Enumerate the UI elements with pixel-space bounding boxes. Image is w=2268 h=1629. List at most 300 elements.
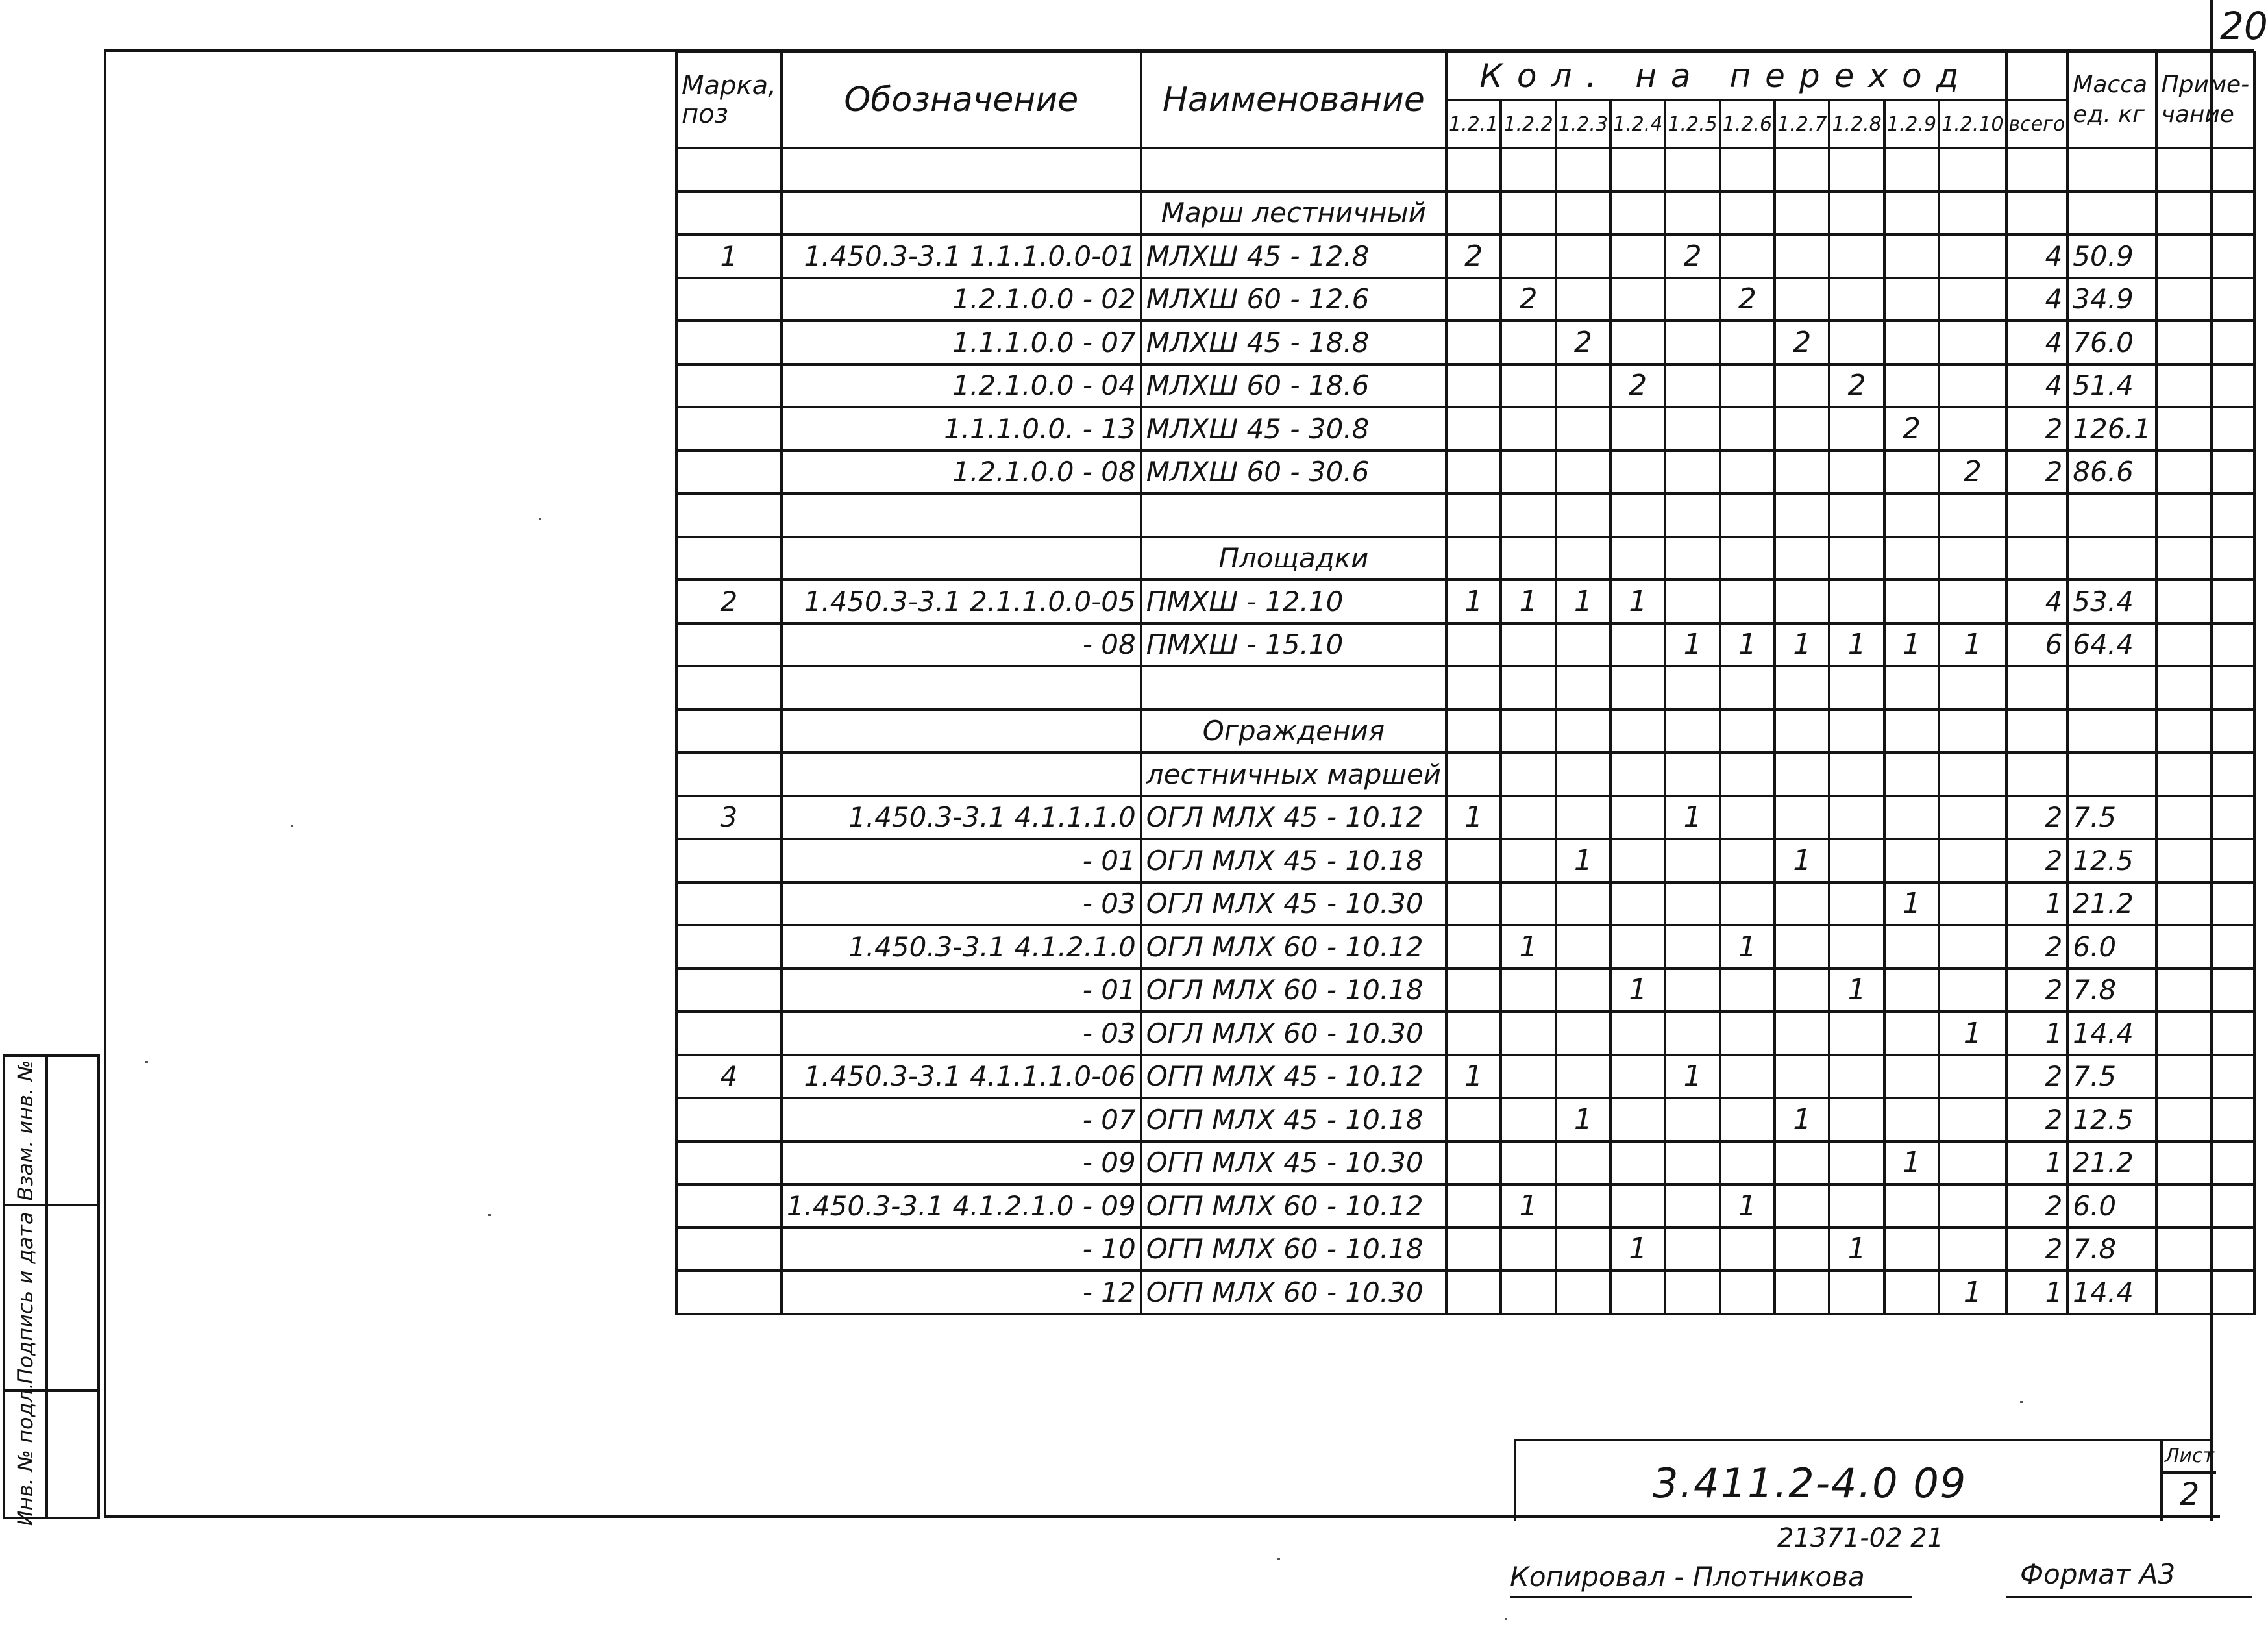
cell-qty-1.2.7 [1775, 752, 1829, 796]
table-row [676, 1012, 2254, 1055]
cell-qty-1.2.8 [1829, 1055, 1884, 1099]
cell-qty-1.2.8 [1829, 148, 1884, 192]
cell-qty-1.2.10 [1939, 234, 2006, 278]
cell-qty-1.2.6 [1720, 493, 1775, 537]
cell-qty-1.2.4 [1610, 407, 1665, 451]
cell-qty-1.2.4 [1610, 882, 1665, 926]
cell-naimenovanie [1141, 148, 1446, 192]
cell-qty-1.2.9 [1884, 493, 1939, 537]
cell-qty-1.2.2 [1501, 710, 1555, 753]
cell-qty-1.2.4 [1610, 710, 1665, 753]
cell-naimenovanie: ОГП МЛХ 45 - 10.12 [1141, 1055, 1446, 1099]
cell-massa: 86.6 [2067, 451, 2156, 494]
cell-primechanie [2156, 364, 2255, 408]
cell-vsego: 4 [2006, 321, 2068, 364]
cell-qty-1.2.3 [1556, 1271, 1610, 1314]
cell-qty-1.2.4 [1610, 1141, 1665, 1185]
cell-qty-1.2.4 [1610, 321, 1665, 364]
cell-qty-1.2.7 [1775, 407, 1829, 451]
cell-marka [676, 364, 782, 408]
specification-table [675, 51, 2256, 1315]
cell-qty-1.2.10 [1939, 882, 2006, 926]
cell-qty-1.2.6: 2 [1720, 278, 1775, 321]
cell-qty-1.2.4: 1 [1610, 580, 1665, 623]
cell-naimenovanie: МЛХШ 45 - 30.8 [1141, 407, 1446, 451]
cell-qty-1.2.2: 2 [1501, 278, 1555, 321]
cell-marka [676, 623, 782, 667]
cell-primechanie [2156, 493, 2255, 537]
cell-qty-1.2.9: 1 [1884, 623, 1939, 667]
cell-qty-1.2.1 [1446, 1184, 1501, 1228]
cell-oboznachenie: - 12 [782, 1271, 1141, 1314]
cell-qty-1.2.3 [1556, 925, 1610, 969]
cell-qty-1.2.6 [1720, 234, 1775, 278]
cell-primechanie [2156, 580, 2255, 623]
cell-marka [676, 1184, 782, 1228]
cell-qty-1.2.10 [1939, 1141, 2006, 1185]
cell-oboznachenie: - 07 [782, 1098, 1141, 1141]
table-row [676, 364, 2254, 408]
cell-qty-1.2.4 [1610, 451, 1665, 494]
cell-qty-1.2.7 [1775, 537, 1829, 580]
cell-qty-1.2.9: 2 [1884, 407, 1939, 451]
cell-oboznachenie: 1.450.3-3.1 4.1.2.1.0 [782, 925, 1141, 969]
cell-primechanie [2156, 882, 2255, 926]
cell-massa: 12.5 [2067, 1098, 2156, 1141]
cell-naimenovanie: ОГЛ МЛХ 60 - 10.12 [1141, 925, 1446, 969]
cell-qty-1.2.1 [1446, 1012, 1501, 1055]
cell-qty-1.2.10 [1939, 1098, 2006, 1141]
cell-vsego [2006, 537, 2068, 580]
cell-qty-1.2.7 [1775, 796, 1829, 839]
cell-qty-1.2.5 [1665, 710, 1719, 753]
cell-qty-1.2.8: 1 [1829, 1228, 1884, 1271]
cell-qty-1.2.2 [1501, 234, 1555, 278]
cell-naimenovanie: ОГП МЛХ 60 - 10.12 [1141, 1184, 1446, 1228]
cell-massa: 76.0 [2067, 321, 2156, 364]
cell-qty-1.2.4 [1610, 839, 1665, 882]
cell-qty-1.2.6 [1720, 192, 1775, 235]
cell-qty-1.2.7 [1775, 580, 1829, 623]
cell-qty-1.2.6 [1720, 1271, 1775, 1314]
cell-qty-1.2.10 [1939, 148, 2006, 192]
cell-qty-1.2.9 [1884, 969, 1939, 1012]
cell-qty-1.2.7 [1775, 710, 1829, 753]
cell-qty-1.2.1 [1446, 192, 1501, 235]
cell-qty-1.2.5 [1665, 1184, 1719, 1228]
cell-qty-1.2.9 [1884, 1228, 1939, 1271]
cell-qty-1.2.6 [1720, 710, 1775, 753]
cell-qty-1.2.5: 1 [1665, 623, 1719, 667]
stamp-inv-podl-label: Инв. № подл. [13, 1382, 38, 1526]
cell-qty-1.2.2 [1501, 752, 1555, 796]
cell-qty-1.2.3 [1556, 1228, 1610, 1271]
cell-oboznachenie: - 01 [782, 839, 1141, 882]
cell-qty-1.2.2 [1501, 969, 1555, 1012]
cell-vsego [2006, 752, 2068, 796]
speck [539, 518, 541, 520]
cell-qty-1.2.3 [1556, 451, 1610, 494]
cell-qty-1.2.5: 2 [1665, 234, 1719, 278]
cell-naimenovanie: ОГЛ МЛХ 60 - 10.18 [1141, 969, 1446, 1012]
cell-oboznachenie [782, 752, 1141, 796]
cell-marka [676, 407, 782, 451]
cell-qty-1.2.1 [1446, 364, 1501, 408]
cell-vsego: 2 [2006, 1098, 2068, 1141]
cell-primechanie [2156, 1098, 2255, 1141]
cell-qty-1.2.1 [1446, 710, 1501, 753]
cell-qty-1.2.3 [1556, 537, 1610, 580]
cell-primechanie [2156, 839, 2255, 882]
cell-qty-1.2.9 [1884, 1055, 1939, 1099]
cell-marka [676, 666, 782, 710]
cell-vsego [2006, 493, 2068, 537]
cell-primechanie [2156, 623, 2255, 667]
cell-qty-1.2.9 [1884, 752, 1939, 796]
cell-qty-1.2.6 [1720, 580, 1775, 623]
stamp-vzam-inv-label: Взам. инв. № [13, 1060, 38, 1201]
cell-qty-1.2.2 [1501, 192, 1555, 235]
cell-marka [676, 710, 782, 753]
cell-primechanie [2156, 1228, 2255, 1271]
stamp-podpis-data [5, 1204, 97, 1389]
cell-qty-1.2.8: 1 [1829, 623, 1884, 667]
cell-qty-1.2.5 [1665, 321, 1719, 364]
header-naimenovanie: Наименование [1141, 52, 1446, 148]
copied-by: Копировал - Плотникова [1510, 1561, 1865, 1593]
cell-primechanie [2156, 234, 2255, 278]
cell-qty-1.2.9 [1884, 796, 1939, 839]
speck [1505, 1618, 1507, 1620]
table-row [676, 580, 2254, 623]
cell-qty-1.2.1: 1 [1446, 796, 1501, 839]
cell-massa: 7.8 [2067, 1228, 2156, 1271]
cell-qty-1.2.10 [1939, 1184, 2006, 1228]
cell-qty-1.2.9 [1884, 321, 1939, 364]
cell-qty-1.2.3 [1556, 623, 1610, 667]
cell-marka [676, 148, 782, 192]
header-marka: Марка, поз [676, 52, 782, 148]
speck [1277, 1558, 1280, 1560]
cell-qty-1.2.6 [1720, 1055, 1775, 1099]
cell-qty-1.2.2 [1501, 1228, 1555, 1271]
table-row [676, 752, 2254, 796]
cell-qty-1.2.10 [1939, 407, 2006, 451]
cell-qty-1.2.5 [1665, 1098, 1719, 1141]
cell-qty-1.2.2 [1501, 623, 1555, 667]
cell-qty-1.2.6 [1720, 666, 1775, 710]
header-col-11: всего [2006, 100, 2068, 148]
cell-qty-1.2.2 [1501, 1012, 1555, 1055]
cell-qty-1.2.5 [1665, 1271, 1719, 1314]
cell-marka [676, 752, 782, 796]
cell-qty-1.2.8 [1829, 1098, 1884, 1141]
table-row [676, 148, 2254, 192]
cell-massa: 7.8 [2067, 969, 2156, 1012]
table-row [676, 407, 2254, 451]
header-col-4: 1.2.4 [1610, 100, 1665, 148]
cell-qty-1.2.1 [1446, 1271, 1501, 1314]
cell-qty-1.2.1 [1446, 537, 1501, 580]
cell-marka [676, 192, 782, 235]
cell-qty-1.2.10 [1939, 278, 2006, 321]
cell-vsego: 2 [2006, 839, 2068, 882]
cell-oboznachenie: 1.1.1.0.0 - 07 [782, 321, 1141, 364]
cell-massa [2067, 192, 2156, 235]
cell-qty-1.2.7 [1775, 1228, 1829, 1271]
table-row [676, 537, 2254, 580]
table-row [676, 493, 2254, 537]
cell-qty-1.2.1 [1446, 451, 1501, 494]
cell-oboznachenie [782, 710, 1141, 753]
cell-qty-1.2.4 [1610, 493, 1665, 537]
cell-qty-1.2.4 [1610, 1271, 1665, 1314]
cell-qty-1.2.7: 2 [1775, 321, 1829, 364]
cell-qty-1.2.9: 1 [1884, 1141, 1939, 1185]
header-col-10: 1.2.10 [1939, 100, 2006, 148]
cell-qty-1.2.9 [1884, 666, 1939, 710]
cell-qty-1.2.9 [1884, 1012, 1939, 1055]
cell-vsego: 2 [2006, 925, 2068, 969]
header-col-5: 1.2.5 [1665, 100, 1719, 148]
cell-vsego [2006, 710, 2068, 753]
cell-massa [2067, 666, 2156, 710]
cell-qty-1.2.6: 1 [1720, 925, 1775, 969]
cell-primechanie [2156, 796, 2255, 839]
cell-qty-1.2.4 [1610, 537, 1665, 580]
cell-qty-1.2.7 [1775, 1055, 1829, 1099]
cell-qty-1.2.1 [1446, 148, 1501, 192]
cell-qty-1.2.10 [1939, 321, 2006, 364]
header-primechanie: Приме- чание [2156, 52, 2255, 148]
cell-vsego: 2 [2006, 1055, 2068, 1099]
cell-primechanie [2156, 752, 2255, 796]
cell-qty-1.2.8 [1829, 666, 1884, 710]
cell-qty-1.2.4 [1610, 666, 1665, 710]
cell-qty-1.2.4 [1610, 1098, 1665, 1141]
cell-qty-1.2.10 [1939, 710, 2006, 753]
cell-qty-1.2.3 [1556, 1055, 1610, 1099]
cell-massa: 6.0 [2067, 925, 2156, 969]
cell-qty-1.2.8 [1829, 1271, 1884, 1314]
cell-qty-1.2.7: 1 [1775, 623, 1829, 667]
cell-oboznachenie [782, 666, 1141, 710]
table-row [676, 1098, 2254, 1141]
table-row [676, 666, 2254, 710]
cell-qty-1.2.5: 1 [1665, 1055, 1719, 1099]
speck [2020, 1401, 2023, 1403]
cell-naimenovanie: ОГП МЛХ 45 - 10.30 [1141, 1141, 1446, 1185]
cell-marka [676, 451, 782, 494]
copied-by-underline [1510, 1596, 1912, 1598]
cell-vsego: 4 [2006, 364, 2068, 408]
cell-qty-1.2.7 [1775, 192, 1829, 235]
cell-oboznachenie [782, 493, 1141, 537]
cell-qty-1.2.10 [1939, 796, 2006, 839]
cell-naimenovanie: ОГЛ МЛХ 45 - 10.18 [1141, 839, 1446, 882]
cell-marka [676, 882, 782, 926]
cell-vsego: 2 [2006, 1228, 2068, 1271]
cell-naimenovanie: ОГЛ МЛХ 45 - 10.30 [1141, 882, 1446, 926]
table-row [676, 1184, 2254, 1228]
cell-qty-1.2.3 [1556, 969, 1610, 1012]
cell-qty-1.2.2 [1501, 1055, 1555, 1099]
cell-qty-1.2.6 [1720, 537, 1775, 580]
speck [145, 1061, 148, 1063]
cell-qty-1.2.7 [1775, 451, 1829, 494]
cell-oboznachenie: - 01 [782, 969, 1141, 1012]
table-row [676, 623, 2254, 667]
cell-qty-1.2.2 [1501, 537, 1555, 580]
cell-massa: 64.4 [2067, 623, 2156, 667]
cell-qty-1.2.8 [1829, 882, 1884, 926]
cell-qty-1.2.6 [1720, 1098, 1775, 1141]
cell-qty-1.2.8 [1829, 752, 1884, 796]
cell-qty-1.2.8: 2 [1829, 364, 1884, 408]
cell-qty-1.2.1 [1446, 1098, 1501, 1141]
cell-massa [2067, 710, 2156, 753]
cell-qty-1.2.5 [1665, 278, 1719, 321]
cell-massa: 21.2 [2067, 882, 2156, 926]
cell-qty-1.2.5: 1 [1665, 796, 1719, 839]
cell-primechanie [2156, 1184, 2255, 1228]
cell-qty-1.2.3 [1556, 666, 1610, 710]
cell-qty-1.2.6 [1720, 148, 1775, 192]
cell-qty-1.2.9 [1884, 192, 1939, 235]
cell-qty-1.2.10: 1 [1939, 1012, 2006, 1055]
cell-qty-1.2.5 [1665, 839, 1719, 882]
cell-qty-1.2.10 [1939, 1228, 2006, 1271]
cell-oboznachenie: - 03 [782, 1012, 1141, 1055]
cell-qty-1.2.10 [1939, 839, 2006, 882]
cell-qty-1.2.7 [1775, 278, 1829, 321]
cell-qty-1.2.1 [1446, 969, 1501, 1012]
table-row [676, 710, 2254, 753]
cell-qty-1.2.9 [1884, 537, 1939, 580]
cell-marka [676, 1012, 782, 1055]
cell-qty-1.2.10 [1939, 1055, 2006, 1099]
cell-oboznachenie: 1.450.3-3.1 2.1.1.0.0-05 [782, 580, 1141, 623]
cell-qty-1.2.9 [1884, 148, 1939, 192]
cell-qty-1.2.5 [1665, 925, 1719, 969]
cell-vsego: 1 [2006, 882, 2068, 926]
cell-primechanie [2156, 148, 2255, 192]
cell-qty-1.2.6 [1720, 1141, 1775, 1185]
table-row [676, 1228, 2254, 1271]
cell-oboznachenie: 1.2.1.0.0 - 02 [782, 278, 1141, 321]
cell-qty-1.2.7: 1 [1775, 839, 1829, 882]
cell-qty-1.2.2 [1501, 364, 1555, 408]
cell-qty-1.2.2 [1501, 407, 1555, 451]
cell-marka [676, 537, 782, 580]
cell-marka: 4 [676, 1055, 782, 1099]
cell-marka [676, 493, 782, 537]
cell-marka [676, 1141, 782, 1185]
cell-massa [2067, 752, 2156, 796]
cell-qty-1.2.9 [1884, 580, 1939, 623]
cell-vsego: 2 [2006, 1184, 2068, 1228]
header-massa: Масса ед. кг [2067, 52, 2156, 148]
cell-qty-1.2.2 [1501, 839, 1555, 882]
cell-vsego [2006, 192, 2068, 235]
cell-qty-1.2.3 [1556, 882, 1610, 926]
cell-qty-1.2.10: 2 [1939, 451, 2006, 494]
cell-qty-1.2.1: 1 [1446, 1055, 1501, 1099]
cell-qty-1.2.4 [1610, 148, 1665, 192]
cell-qty-1.2.8 [1829, 839, 1884, 882]
cell-qty-1.2.9 [1884, 234, 1939, 278]
cell-qty-1.2.4 [1610, 1055, 1665, 1099]
cell-marka [676, 925, 782, 969]
cell-qty-1.2.2: 1 [1501, 580, 1555, 623]
document-code: 3.411.2-4.0 09 [1653, 1460, 1967, 1507]
cell-vsego [2006, 148, 2068, 192]
cell-qty-1.2.7 [1775, 1271, 1829, 1314]
table-row [676, 321, 2254, 364]
cell-oboznachenie: 1.1.1.0.0. - 13 [782, 407, 1141, 451]
cell-vsego: 4 [2006, 580, 2068, 623]
cell-primechanie [2156, 451, 2255, 494]
cell-qty-1.2.3: 1 [1556, 580, 1610, 623]
table-row [676, 1141, 2254, 1185]
cell-qty-1.2.8 [1829, 493, 1884, 537]
cell-qty-1.2.10: 1 [1939, 623, 2006, 667]
cell-qty-1.2.10 [1939, 493, 2006, 537]
cell-primechanie [2156, 666, 2255, 710]
cell-oboznachenie: 1.2.1.0.0 - 08 [782, 451, 1141, 494]
cell-qty-1.2.9 [1884, 364, 1939, 408]
cell-qty-1.2.3 [1556, 1141, 1610, 1185]
table-row [676, 1271, 2254, 1314]
cell-qty-1.2.8 [1829, 710, 1884, 753]
cell-vsego: 4 [2006, 234, 2068, 278]
cell-qty-1.2.8 [1829, 1012, 1884, 1055]
cell-qty-1.2.5 [1665, 666, 1719, 710]
table-row [676, 882, 2254, 926]
cell-qty-1.2.6 [1720, 1228, 1775, 1271]
table-row [676, 969, 2254, 1012]
cell-naimenovanie: Площадки [1141, 537, 1446, 580]
cell-qty-1.2.10: 1 [1939, 1271, 2006, 1314]
cell-vsego: 1 [2006, 1271, 2068, 1314]
cell-oboznachenie: 1.2.1.0.0 - 04 [782, 364, 1141, 408]
cell-vsego: 4 [2006, 278, 2068, 321]
cell-qty-1.2.2 [1501, 666, 1555, 710]
table-row [676, 1055, 2254, 1099]
stamp-podpis-data-label: Подпись и дата [13, 1212, 38, 1384]
cell-qty-1.2.1: 2 [1446, 234, 1501, 278]
cell-qty-1.2.8 [1829, 1184, 1884, 1228]
header-col-1: 1.2.1 [1446, 100, 1501, 148]
cell-primechanie [2156, 969, 2255, 1012]
sheet-value: 2 [2179, 1476, 2200, 1513]
cell-qty-1.2.5 [1665, 969, 1719, 1012]
cell-marka [676, 1228, 782, 1271]
cell-qty-1.2.4: 1 [1610, 969, 1665, 1012]
cell-primechanie [2156, 1271, 2255, 1314]
cell-vsego: 1 [2006, 1141, 2068, 1185]
cell-marka: 2 [676, 580, 782, 623]
cell-qty-1.2.2 [1501, 321, 1555, 364]
cell-qty-1.2.10 [1939, 192, 2006, 235]
cell-qty-1.2.1 [1446, 882, 1501, 926]
cell-qty-1.2.3 [1556, 493, 1610, 537]
table-row [676, 839, 2254, 882]
left-margin-stamp [3, 1054, 100, 1526]
header-col-6: 1.2.6 [1720, 100, 1775, 148]
cell-qty-1.2.2 [1501, 1271, 1555, 1314]
table-row [676, 234, 2254, 278]
